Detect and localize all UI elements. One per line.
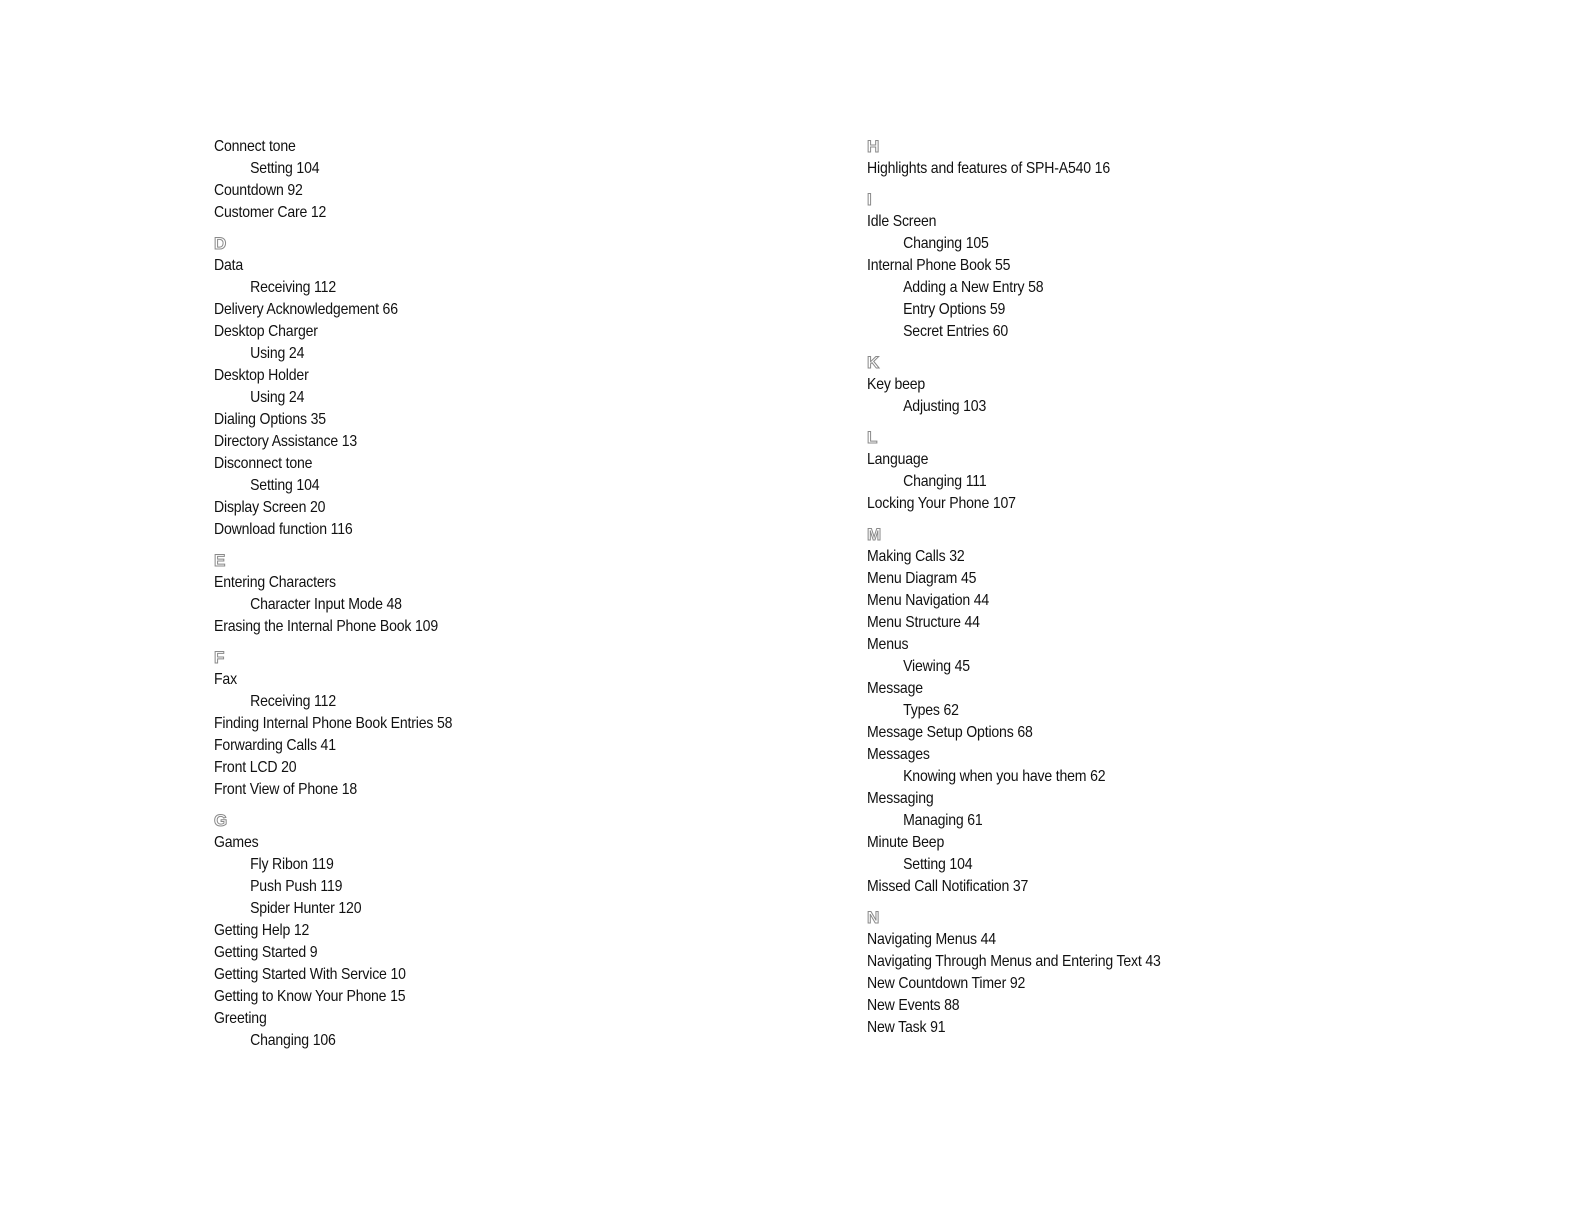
index-entry-idle-screen: Idle Screen [867, 213, 937, 230]
index-entry-games: Games [214, 834, 259, 851]
index-entry-highlights-and-features-of-sph-a540-16: Highlights and features of SPH-A540 16 [867, 160, 1111, 177]
index-entry-getting-started-9: Getting Started 9 [214, 944, 318, 961]
index-entry-language: Language [867, 451, 929, 468]
index-entry-menus: Menus [867, 636, 909, 653]
index-entry-forwarding-calls-41: Forwarding Calls 41 [214, 737, 336, 754]
index-entry-missed-call-notification-37: Missed Call Notification 37 [867, 878, 1029, 895]
section-letter-h: H [867, 137, 880, 156]
index-subentry-entry-options-59: Entry Options 59 [903, 301, 1006, 318]
index-entry-disconnect-tone: Disconnect tone [214, 455, 313, 472]
index-subentry-adjusting-103: Adjusting 103 [903, 398, 987, 415]
index-group-k [867, 352, 1487, 418]
index-entry-making-calls-32: Making Calls 32 [867, 548, 965, 565]
index-subentry-managing-61: Managing 61 [903, 812, 983, 829]
section-letter-k: K [867, 353, 880, 372]
index-subentry-spider-hunter-120: Spider Hunter 120 [250, 900, 362, 917]
index-entry-directory-assistance-13: Directory Assistance 13 [214, 433, 358, 450]
index-entry-new-countdown-timer-92: New Countdown Timer 92 [867, 975, 1026, 992]
index-group-h [867, 136, 1487, 180]
index-subentry-setting-104: Setting 104 [903, 856, 973, 873]
index-entry-desktop-holder: Desktop Holder [214, 367, 309, 384]
index-entry-key-beep: Key beep [867, 376, 926, 393]
index-entry-messaging: Messaging [867, 790, 934, 807]
index-entry-erasing-the-internal-phone-book-109: Erasing the Internal Phone Book 109 [214, 618, 438, 635]
index-entry-new-events-88: New Events 88 [867, 997, 960, 1014]
index-entry-entering-characters: Entering Characters [214, 574, 336, 591]
index-entry-delivery-acknowledgement-66: Delivery Acknowledgement 66 [214, 301, 398, 318]
index-subentry-using-24: Using 24 [250, 345, 305, 362]
index-subentry-receiving-112: Receiving 112 [250, 693, 336, 710]
index-entry-minute-beep: Minute Beep [867, 834, 945, 851]
index-entry-message-setup-options-68: Message Setup Options 68 [867, 724, 1033, 741]
index-subentry-changing-111: Changing 111 [903, 473, 987, 490]
index-entry-menu-structure-44: Menu Structure 44 [867, 614, 980, 631]
index-entry-countdown-92: Countdown 92 [214, 182, 303, 199]
index-entry-internal-phone-book-55: Internal Phone Book 55 [867, 257, 1011, 274]
section-letter-g: G [214, 811, 228, 830]
section-letter-i: I [867, 190, 872, 209]
index-entry-new-task-91: New Task 91 [867, 1019, 946, 1036]
index-entry-messages: Messages [867, 746, 930, 763]
index-entry-getting-to-know-your-phone-15: Getting to Know Your Phone 15 [214, 988, 406, 1005]
index-entry-finding-internal-phone-book-entries-58: Finding Internal Phone Book Entries 58 [214, 715, 453, 732]
index-entry-front-lcd-20: Front LCD 20 [214, 759, 297, 776]
index-entry-download-function-116: Download function 116 [214, 521, 353, 538]
index-subentry-setting-104: Setting 104 [250, 477, 320, 494]
index-group-n [867, 907, 1487, 1039]
index-subentry-knowing-when-you-have-them-62: Knowing when you have them 62 [903, 768, 1106, 785]
index-entry-desktop-charger: Desktop Charger [214, 323, 318, 340]
index-subentry-secret-entries-60: Secret Entries 60 [903, 323, 1009, 340]
index-subentry-types-62: Types 62 [903, 702, 959, 719]
index-entry-message: Message [867, 680, 923, 697]
index-subentry-changing-105: Changing 105 [903, 235, 989, 252]
index-entry-dialing-options-35: Dialing Options 35 [214, 411, 326, 428]
index-group-continued [214, 136, 834, 224]
index-column-right [867, 136, 1487, 1039]
index-group-g [214, 810, 834, 1052]
index-entry-navigating-through-menus-and-entering-text-43: Navigating Through Menus and Entering Text 43 [867, 953, 1161, 970]
index-entry-fax: Fax [214, 671, 237, 688]
index-group-e [214, 550, 834, 638]
index-subentry-receiving-112: Receiving 112 [250, 279, 336, 296]
index-entry-menu-navigation-44: Menu Navigation 44 [867, 592, 990, 609]
index-group-f [214, 647, 834, 801]
index-column-left [214, 136, 834, 1052]
index-subentry-viewing-45: Viewing 45 [903, 658, 970, 675]
index-entry-data: Data [214, 257, 244, 274]
index-entry-navigating-menus-44: Navigating Menus 44 [867, 931, 996, 948]
index-entry-menu-diagram-45: Menu Diagram 45 [867, 570, 977, 587]
index-entry-locking-your-phone-107: Locking Your Phone 107 [867, 495, 1016, 512]
section-letter-f: F [214, 648, 225, 667]
section-letter-n: N [867, 908, 880, 927]
index-entry-front-view-of-phone-18: Front View of Phone 18 [214, 781, 358, 798]
index-subentry-changing-106: Changing 106 [250, 1032, 336, 1049]
section-letter-l: L [867, 428, 878, 447]
index-group-i [867, 189, 1487, 343]
index-entry-display-screen-20: Display Screen 20 [214, 499, 326, 516]
section-letter-m: M [867, 525, 882, 544]
section-letter-e: E [214, 551, 226, 570]
index-subentry-setting-104: Setting 104 [250, 160, 320, 177]
index-subentry-character-input-mode-48: Character Input Mode 48 [250, 596, 402, 613]
index-entry-customer-care-12: Customer Care 12 [214, 204, 327, 221]
index-entry-getting-started-with-service-10: Getting Started With Service 10 [214, 966, 406, 983]
index-subentry-fly-ribon-119: Fly Ribon 119 [250, 856, 334, 873]
index-group-m [867, 524, 1487, 898]
index-subentry-push-push-119: Push Push 119 [250, 878, 343, 895]
index-subentry-adding-a-new-entry-58: Adding a New Entry 58 [903, 279, 1044, 296]
index-subentry-using-24: Using 24 [250, 389, 305, 406]
index-entry-getting-help-12: Getting Help 12 [214, 922, 310, 939]
index-entry-connect-tone: Connect tone [214, 138, 296, 155]
section-letter-d: D [214, 234, 227, 253]
index-entry-greeting: Greeting [214, 1010, 267, 1027]
index-group-d [214, 233, 834, 541]
index-group-l [867, 427, 1487, 515]
